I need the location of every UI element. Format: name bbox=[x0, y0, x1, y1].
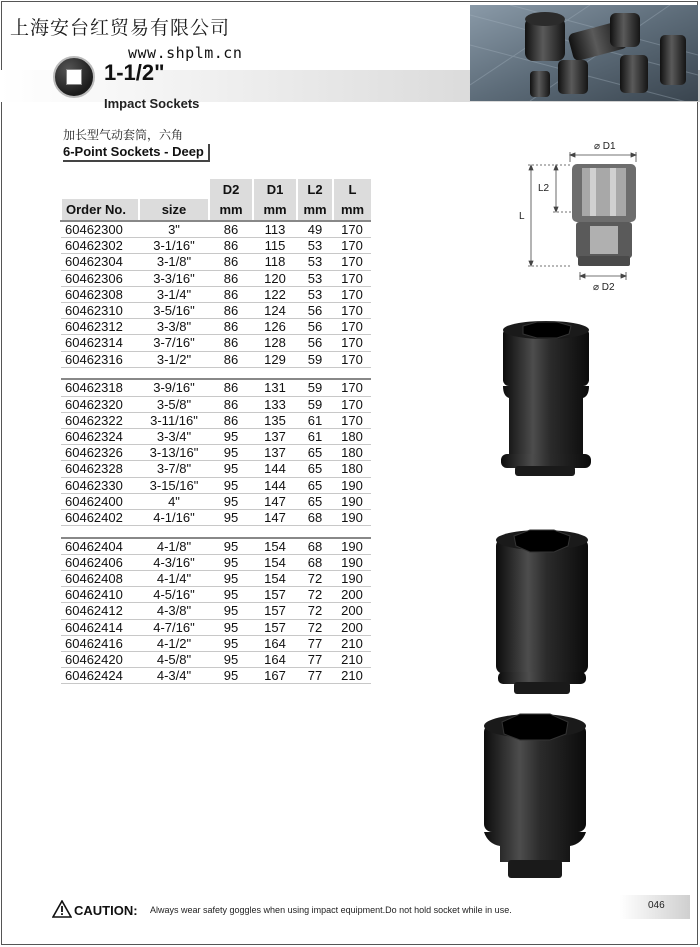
cell-l2: 53 bbox=[297, 254, 333, 270]
cell-l2: 72 bbox=[297, 587, 333, 603]
table-row bbox=[61, 238, 371, 254]
cell-order-no: 60462310 bbox=[61, 303, 139, 319]
table-row bbox=[61, 335, 371, 351]
cell-d1: 115 bbox=[253, 238, 297, 254]
cell-d2: 86 bbox=[209, 221, 253, 238]
table-row bbox=[61, 477, 371, 493]
table-row bbox=[61, 554, 371, 570]
cell-d2: 95 bbox=[209, 477, 253, 493]
table-row bbox=[61, 254, 371, 270]
cell-order-no: 60462424 bbox=[61, 668, 139, 684]
cell-order-no: 60462316 bbox=[61, 351, 139, 367]
cell-l2: 68 bbox=[297, 554, 333, 570]
diagram-label-l: L bbox=[519, 211, 525, 222]
table-row bbox=[61, 461, 371, 477]
col-head-size: size bbox=[139, 199, 209, 221]
table-row bbox=[61, 396, 371, 412]
diagram-label-d2: ⌀ D2 bbox=[593, 282, 615, 293]
cell-size: 3-3/16" bbox=[139, 270, 209, 286]
cell-d1: 137 bbox=[253, 428, 297, 444]
cell-l: 200 bbox=[333, 603, 371, 619]
cell-d2: 95 bbox=[209, 652, 253, 668]
cell-l: 210 bbox=[333, 635, 371, 651]
cell-size: 3" bbox=[139, 221, 209, 238]
cell-d1: 131 bbox=[253, 379, 297, 396]
cell-l2: 56 bbox=[297, 335, 333, 351]
cell-l: 170 bbox=[333, 254, 371, 270]
cell-l: 190 bbox=[333, 554, 371, 570]
cell-d1: 144 bbox=[253, 477, 297, 493]
cell-order-no: 60462308 bbox=[61, 286, 139, 302]
cell-l: 170 bbox=[333, 238, 371, 254]
table-row bbox=[61, 286, 371, 302]
col-head-d1: D1 bbox=[253, 179, 297, 199]
table-row bbox=[61, 587, 371, 603]
cell-size: 3-11/16" bbox=[139, 412, 209, 428]
cell-size: 4-3/16" bbox=[139, 554, 209, 570]
diagram-label-l2: L2 bbox=[538, 183, 550, 194]
cell-order-no: 60462414 bbox=[61, 619, 139, 635]
table-row bbox=[61, 619, 371, 635]
cell-l2: 65 bbox=[297, 445, 333, 461]
cell-d1: 120 bbox=[253, 270, 297, 286]
cell-d1: 154 bbox=[253, 554, 297, 570]
cell-l2: 53 bbox=[297, 270, 333, 286]
cell-d1: 133 bbox=[253, 396, 297, 412]
cell-l: 190 bbox=[333, 571, 371, 587]
cell-order-no: 60462320 bbox=[61, 396, 139, 412]
cell-d1: 147 bbox=[253, 493, 297, 509]
cell-d1: 154 bbox=[253, 571, 297, 587]
cell-d2: 86 bbox=[209, 254, 253, 270]
cell-order-no: 60462328 bbox=[61, 461, 139, 477]
cell-l2: 65 bbox=[297, 461, 333, 477]
cell-l: 190 bbox=[333, 493, 371, 509]
cell-d1: 157 bbox=[253, 603, 297, 619]
table-row bbox=[61, 668, 371, 684]
cell-l2: 56 bbox=[297, 319, 333, 335]
cell-order-no: 60462412 bbox=[61, 603, 139, 619]
warning-triangle-icon bbox=[52, 900, 72, 918]
col-unit-l: mm bbox=[333, 199, 371, 221]
cell-l2: 72 bbox=[297, 619, 333, 635]
socket-dimension-diagram bbox=[518, 138, 658, 293]
cell-l: 210 bbox=[333, 652, 371, 668]
cell-order-no: 60462404 bbox=[61, 538, 139, 555]
cell-d2: 95 bbox=[209, 493, 253, 509]
page-number: 046 bbox=[648, 900, 665, 911]
cell-d2: 86 bbox=[209, 351, 253, 367]
cell-order-no: 60462306 bbox=[61, 270, 139, 286]
cell-l: 170 bbox=[333, 221, 371, 238]
cell-size: 3-1/2" bbox=[139, 351, 209, 367]
cell-l2: 77 bbox=[297, 635, 333, 651]
col-head-d2: D2 bbox=[209, 179, 253, 199]
cell-d2: 95 bbox=[209, 619, 253, 635]
cell-l: 190 bbox=[333, 477, 371, 493]
spec-table-body bbox=[61, 221, 371, 684]
cell-l2: 59 bbox=[297, 351, 333, 367]
cell-l2: 61 bbox=[297, 412, 333, 428]
cell-size: 3-3/8" bbox=[139, 319, 209, 335]
cell-size: 4-7/16" bbox=[139, 619, 209, 635]
cell-d2: 86 bbox=[209, 270, 253, 286]
cell-d2: 86 bbox=[209, 335, 253, 351]
spec-table bbox=[60, 179, 371, 684]
caution-label: CAUTION: bbox=[74, 903, 138, 918]
cell-size: 4" bbox=[139, 493, 209, 509]
cell-l: 170 bbox=[333, 351, 371, 367]
cell-d2: 95 bbox=[209, 635, 253, 651]
drive-size-heading: 1-1/2" bbox=[104, 60, 165, 85]
cell-l: 170 bbox=[333, 396, 371, 412]
table-row bbox=[61, 635, 371, 651]
col-unit-l2: mm bbox=[297, 199, 333, 221]
cell-d2: 95 bbox=[209, 445, 253, 461]
cell-l: 170 bbox=[333, 303, 371, 319]
socket-photo-medium bbox=[492, 528, 592, 696]
cell-order-no: 60462304 bbox=[61, 254, 139, 270]
cell-d2: 86 bbox=[209, 396, 253, 412]
cell-l2: 65 bbox=[297, 477, 333, 493]
cell-d1: 126 bbox=[253, 319, 297, 335]
cell-order-no: 60462420 bbox=[61, 652, 139, 668]
cell-l: 170 bbox=[333, 286, 371, 302]
company-name: 上海安台红贸易有限公司 bbox=[10, 17, 231, 39]
table-row bbox=[61, 493, 371, 509]
cell-order-no: 60462402 bbox=[61, 509, 139, 525]
cell-order-no: 60462324 bbox=[61, 428, 139, 444]
cell-d1: 167 bbox=[253, 668, 297, 684]
table-row bbox=[61, 603, 371, 619]
cell-order-no: 60462326 bbox=[61, 445, 139, 461]
cell-d1: 164 bbox=[253, 635, 297, 651]
header-row-dimensions bbox=[61, 179, 371, 199]
cell-order-no: 60462400 bbox=[61, 493, 139, 509]
cell-order-no: 60462322 bbox=[61, 412, 139, 428]
cell-l: 180 bbox=[333, 445, 371, 461]
cell-d2: 95 bbox=[209, 461, 253, 477]
table-row bbox=[61, 652, 371, 668]
cell-order-no: 60462416 bbox=[61, 635, 139, 651]
cell-order-no: 60462312 bbox=[61, 319, 139, 335]
cell-size: 3-7/8" bbox=[139, 461, 209, 477]
col-head-l: L bbox=[333, 179, 371, 199]
cell-d1: 118 bbox=[253, 254, 297, 270]
socket-photo-small bbox=[495, 320, 595, 480]
cell-l: 180 bbox=[333, 428, 371, 444]
cell-size: 4-1/4" bbox=[139, 571, 209, 587]
cell-size: 3-1/16" bbox=[139, 238, 209, 254]
cell-d2: 95 bbox=[209, 668, 253, 684]
cell-d1: 137 bbox=[253, 445, 297, 461]
socket-photo-large bbox=[480, 712, 590, 882]
cell-size: 3-5/8" bbox=[139, 396, 209, 412]
cell-d2: 86 bbox=[209, 319, 253, 335]
cell-d1: 129 bbox=[253, 351, 297, 367]
cell-size: 4-1/8" bbox=[139, 538, 209, 555]
cell-l: 200 bbox=[333, 619, 371, 635]
cell-size: 3-9/16" bbox=[139, 379, 209, 396]
cell-l: 170 bbox=[333, 379, 371, 396]
cell-l: 190 bbox=[333, 509, 371, 525]
header-row-units bbox=[61, 199, 371, 221]
caution-text: Always wear safety goggles when using impact equipment.Do not hold socket while in use. bbox=[150, 905, 512, 915]
header-tools-photo bbox=[470, 5, 698, 101]
cell-d1: 164 bbox=[253, 652, 297, 668]
diagram-label-d1: ⌀ D1 bbox=[594, 141, 616, 152]
cell-l2: 65 bbox=[297, 493, 333, 509]
cell-l2: 72 bbox=[297, 571, 333, 587]
cell-size: 4-1/2" bbox=[139, 635, 209, 651]
cell-order-no: 60462318 bbox=[61, 379, 139, 396]
website-url[interactable]: www.shplm.cn bbox=[128, 44, 243, 62]
cell-d2: 86 bbox=[209, 412, 253, 428]
col-head-order-no: Order No. bbox=[61, 199, 139, 221]
cell-d1: 128 bbox=[253, 335, 297, 351]
cell-l2: 68 bbox=[297, 538, 333, 555]
col-unit-d2: mm bbox=[209, 199, 253, 221]
table-row bbox=[61, 270, 371, 286]
cell-l2: 72 bbox=[297, 603, 333, 619]
cell-l: 170 bbox=[333, 335, 371, 351]
cell-l2: 61 bbox=[297, 428, 333, 444]
cell-size: 3-3/4" bbox=[139, 428, 209, 444]
section-title-en: 6-Point Sockets - Deep bbox=[63, 144, 210, 162]
cell-d2: 95 bbox=[209, 509, 253, 525]
cell-l2: 49 bbox=[297, 221, 333, 238]
cell-l: 170 bbox=[333, 319, 371, 335]
cell-d2: 86 bbox=[209, 238, 253, 254]
cell-order-no: 60462330 bbox=[61, 477, 139, 493]
category-label: Impact Sockets bbox=[104, 96, 200, 111]
drive-size-badge bbox=[53, 56, 95, 98]
table-row bbox=[61, 445, 371, 461]
cell-l: 170 bbox=[333, 270, 371, 286]
cell-l: 210 bbox=[333, 668, 371, 684]
page-number-tab bbox=[620, 895, 690, 919]
cell-d1: 157 bbox=[253, 587, 297, 603]
table-row bbox=[61, 379, 371, 396]
table-row bbox=[61, 303, 371, 319]
cell-l2: 59 bbox=[297, 379, 333, 396]
col-unit-d1: mm bbox=[253, 199, 297, 221]
cell-d2: 95 bbox=[209, 538, 253, 555]
square-drive-icon bbox=[66, 69, 82, 85]
table-row bbox=[61, 351, 371, 367]
cell-size: 3-13/16" bbox=[139, 445, 209, 461]
cell-size: 3-5/16" bbox=[139, 303, 209, 319]
cell-size: 3-15/16" bbox=[139, 477, 209, 493]
cell-d2: 86 bbox=[209, 286, 253, 302]
cell-d1: 122 bbox=[253, 286, 297, 302]
cell-l2: 56 bbox=[297, 303, 333, 319]
cell-l2: 53 bbox=[297, 286, 333, 302]
cell-l2: 68 bbox=[297, 509, 333, 525]
cell-order-no: 60462410 bbox=[61, 587, 139, 603]
cell-d2: 95 bbox=[209, 603, 253, 619]
table-row bbox=[61, 221, 371, 238]
cell-d2: 86 bbox=[209, 379, 253, 396]
cell-size: 4-3/4" bbox=[139, 668, 209, 684]
table-row bbox=[61, 509, 371, 525]
cell-d2: 95 bbox=[209, 587, 253, 603]
cell-d1: 147 bbox=[253, 509, 297, 525]
cell-size: 3-1/8" bbox=[139, 254, 209, 270]
cell-l: 180 bbox=[333, 461, 371, 477]
cell-l2: 59 bbox=[297, 396, 333, 412]
group-separator bbox=[61, 526, 371, 538]
cell-l2: 77 bbox=[297, 668, 333, 684]
cell-size: 4-5/16" bbox=[139, 587, 209, 603]
cell-d1: 113 bbox=[253, 221, 297, 238]
cell-l2: 77 bbox=[297, 652, 333, 668]
cell-d1: 144 bbox=[253, 461, 297, 477]
cell-size: 3-1/4" bbox=[139, 286, 209, 302]
section-title-cn: 加长型气动套筒，六角 bbox=[63, 128, 184, 142]
cell-order-no: 60462300 bbox=[61, 221, 139, 238]
cell-size: 4-5/8" bbox=[139, 652, 209, 668]
cell-d1: 135 bbox=[253, 412, 297, 428]
table-row bbox=[61, 428, 371, 444]
cell-l: 200 bbox=[333, 587, 371, 603]
cell-order-no: 60462314 bbox=[61, 335, 139, 351]
group-separator bbox=[61, 367, 371, 379]
cell-d1: 157 bbox=[253, 619, 297, 635]
cell-d2: 86 bbox=[209, 303, 253, 319]
table-row bbox=[61, 538, 371, 555]
cell-l: 190 bbox=[333, 538, 371, 555]
cell-size: 4-3/8" bbox=[139, 603, 209, 619]
cell-d1: 124 bbox=[253, 303, 297, 319]
col-head-l2: L2 bbox=[297, 179, 333, 199]
cell-d2: 95 bbox=[209, 428, 253, 444]
table-row bbox=[61, 319, 371, 335]
cell-order-no: 60462406 bbox=[61, 554, 139, 570]
cell-l: 170 bbox=[333, 412, 371, 428]
cell-order-no: 60462408 bbox=[61, 571, 139, 587]
cell-d2: 95 bbox=[209, 554, 253, 570]
cell-d1: 154 bbox=[253, 538, 297, 555]
cell-size: 4-1/16" bbox=[139, 509, 209, 525]
cell-l2: 53 bbox=[297, 238, 333, 254]
table-row bbox=[61, 571, 371, 587]
cell-d2: 95 bbox=[209, 571, 253, 587]
cell-order-no: 60462302 bbox=[61, 238, 139, 254]
table-row bbox=[61, 412, 371, 428]
cell-size: 3-7/16" bbox=[139, 335, 209, 351]
